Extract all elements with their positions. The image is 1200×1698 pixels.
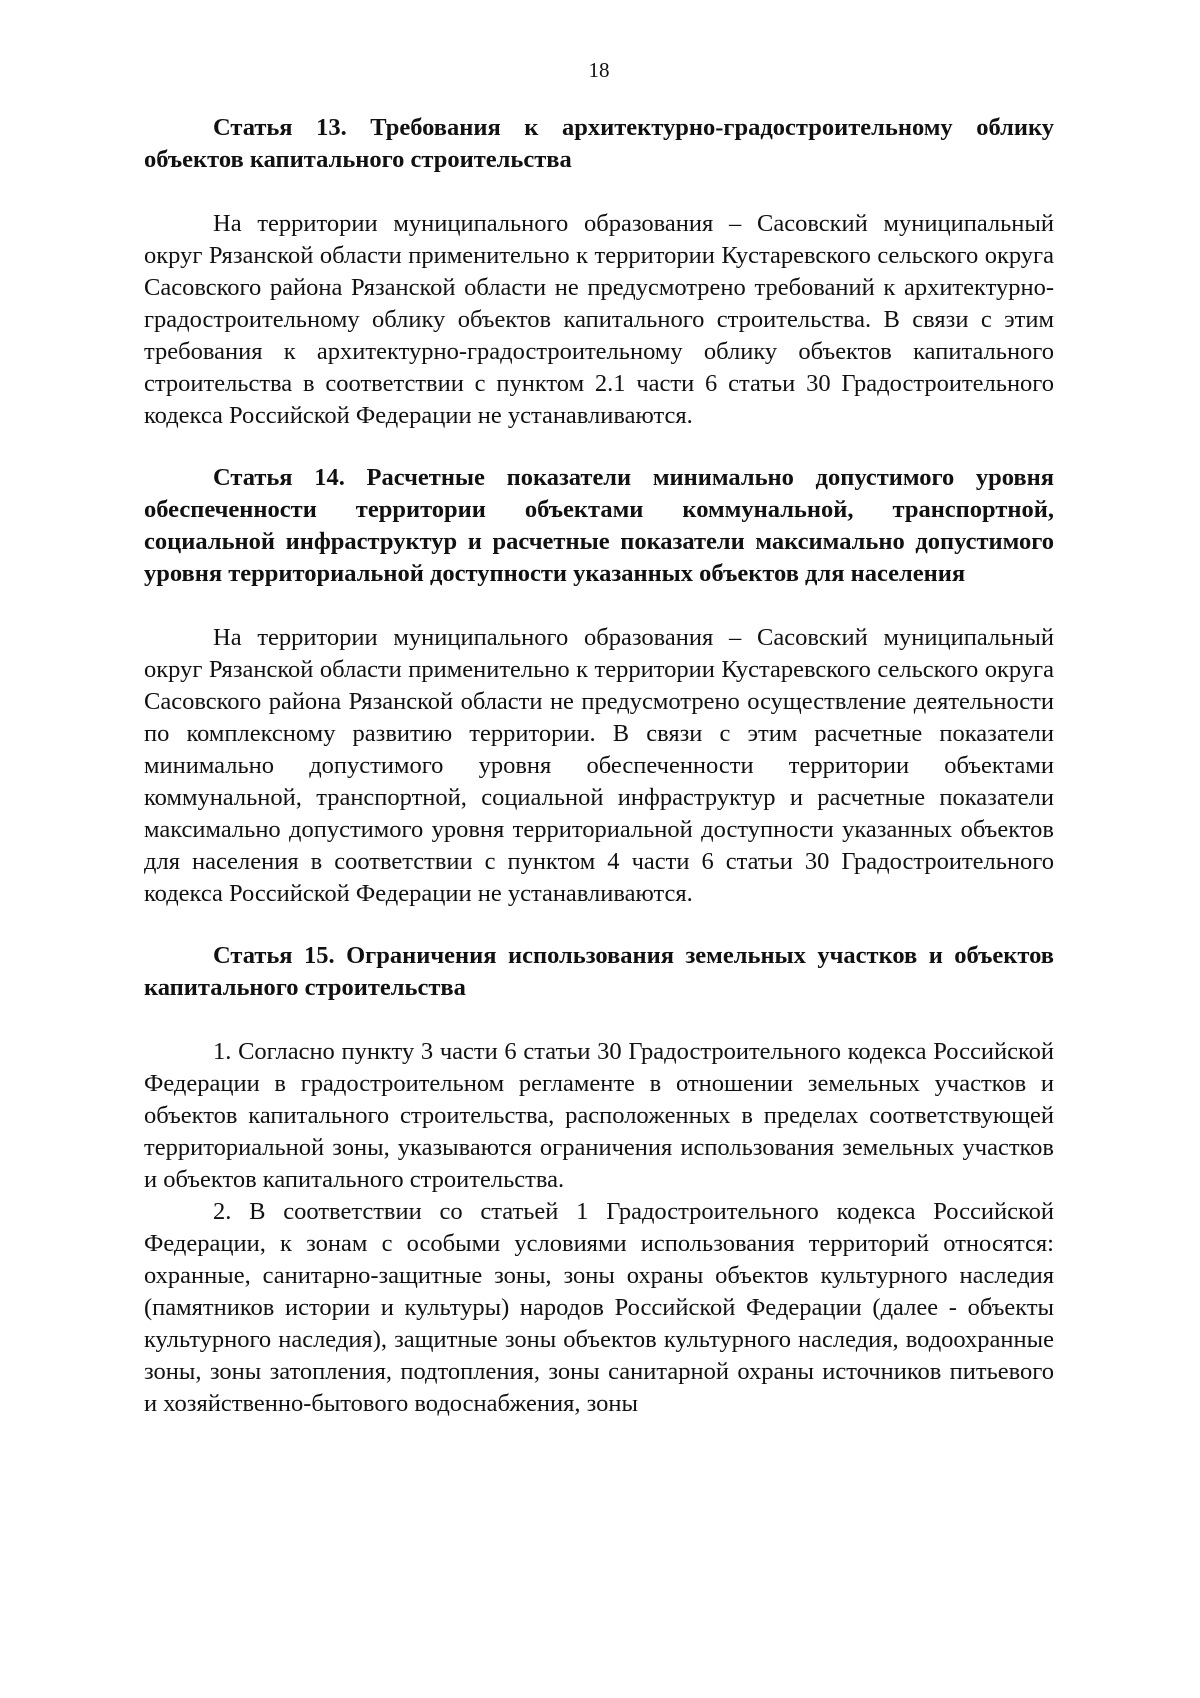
- article-15: [144, 940, 1054, 1420]
- article-13: [144, 112, 1054, 432]
- section-spacer: [144, 432, 1054, 462]
- article-13-heading: Статья 13. Требования к архитектурно-градостроительному облику объектов капитального строительства: [144, 114, 1054, 173]
- article-15-heading: Статья 15. Ограничения использования земельных участков и объектов капитального строительства: [144, 942, 1054, 1001]
- article-14-paragraph-1: На территории муниципального образования – Сасовский муниципальный округ Рязанской области применительно к территории Кустаревского сельского округа Сасовского района Рязанской области не предусмотрено осуществление деятельности по комплексному развитию территории. В связи с этим расчетные показатели минимально допустимого уровня обеспеченности территории объектами коммунальной, транспортной, социальной инфраструктур и расчетные показатели максимально допустимого уровня территориальной доступности указанных объектов для населения в соответствии с пунктом 4 части 6 статьи 30 Градостроительного кодекса Российской Федерации не устанавливаются.: [144, 624, 1054, 907]
- article-14-heading: Статья 14. Расчетные показатели минимально допустимого уровня обеспеченности территории объектами коммунальной, транспортной, социальной инфраструктур и расчетные показатели максимально допустимого уровня территориальной доступности указанных объектов для населения: [144, 464, 1054, 587]
- article-13-paragraph-1: На территории муниципального образования – Сасовский муниципальный округ Рязанской области применительно к территории Кустаревского сельского округа Сасовского района Рязанской области не предусмотрено требований к архитектурно-градостроительному облику объектов капитального строительства. В связи с этим требования к архитектурно-градостроительному облику объектов капитального строительства в соответствии с пунктом 2.1 части 6 статьи 30 Градостроительного кодекса Российской Федерации не устанавливаются.: [144, 210, 1054, 429]
- document-page: [144, 58, 1054, 1658]
- section-spacer: [144, 910, 1054, 940]
- article-14: [144, 462, 1054, 910]
- article-15-paragraph-2: 2. В соответствии со статьей 1 Градостроительного кодекса Российской Федерации, к зонам с особыми условиями использования территорий относятся: охранные, санитарно-защитные зоны, зоны охраны объектов культурного наследия (памятников истории и культуры) народов Российской Федерации (далее - объекты культурного наследия), защитные зоны объектов культурного наследия, водоохранные зоны, зоны затопления, подтопления, зоны санитарной охраны источников питьевого и хозяйственно-бытового водоснабжения, зоны: [144, 1198, 1054, 1417]
- article-15-paragraph-1: 1. Согласно пункту 3 части 6 статьи 30 Градостроительного кодекса Российской Федерации в градостроительном регламенте в отношении земельных участков и объектов капитального строительства, расположенных в пределах соответствующей территориальной зоны, указываются ограничения использования земельных участков и объектов капитального строительства.: [144, 1038, 1054, 1193]
- page-number: 18: [588, 58, 610, 82]
